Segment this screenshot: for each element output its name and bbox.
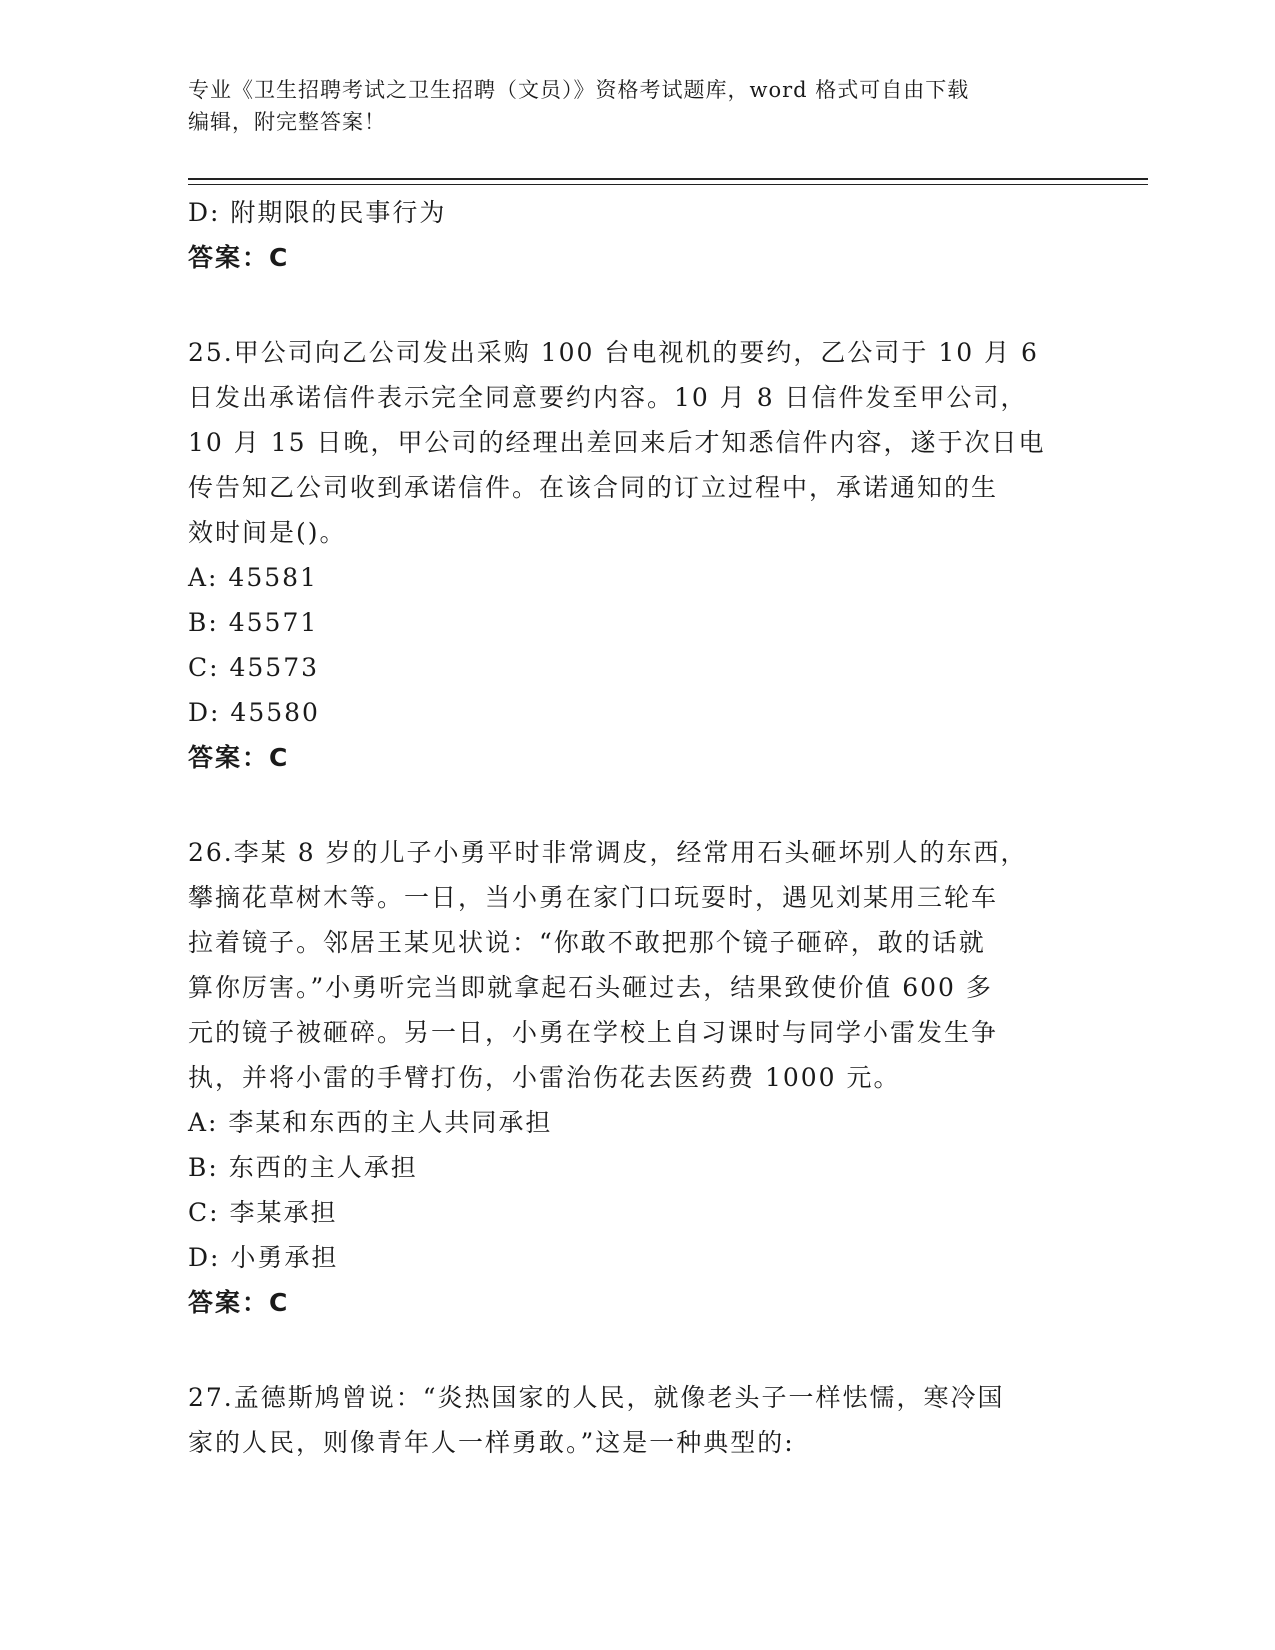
header-line-2: 编辑，附完整答案！	[188, 110, 386, 134]
question-25-option-d: D: 45580	[188, 698, 320, 727]
question-27-stem	[188, 1375, 1088, 1465]
stem-line: 元的镜子被砸碎。另一日，小勇在学校上自习课时与同学小雷发生争	[188, 1018, 999, 1047]
header-rule-thick	[188, 178, 1148, 180]
stem-line: 算你厉害。”小勇听完当即就拿起石头砸过去，结果致使价值 600 多	[188, 973, 993, 1002]
question-25-option-b: B: 45571	[188, 608, 319, 637]
question-26-option-b: B: 东西的主人承担	[188, 1153, 418, 1182]
stem-line: 日发出承诺信件表示完全同意要约内容。10 月 8 日信件发至甲公司，	[188, 383, 1028, 412]
spacer	[188, 1325, 1088, 1375]
question-26-stem	[188, 830, 1088, 1100]
header-line-1: 专业《卫生招聘考试之卫生招聘（文员）》资格考试题库，word 格式可自由下载	[188, 78, 970, 102]
stem-line: 效时间是()。	[188, 518, 347, 547]
question-26-option-c: C: 李某承担	[188, 1198, 338, 1227]
question-26-option-a: A: 李某和东西的主人共同承担	[188, 1108, 553, 1137]
question-25-option-a: A: 45581	[188, 563, 318, 592]
header-rule-thin	[188, 184, 1148, 185]
spacer	[188, 780, 1088, 830]
stem-line: 26.李某 8 岁的儿子小勇平时非常调皮，经常用石头砸坏别人的东西，	[188, 838, 1028, 867]
spacer	[188, 280, 1088, 330]
question-25-option-c: C: 45573	[188, 653, 320, 682]
stem-line: 攀摘花草树木等。一日，当小勇在家门口玩耍时，遇见刘某用三轮车	[188, 883, 999, 912]
stem-line: 执，并将小雷的手臂打伤，小雷治伤花去医药费 1000 元。	[188, 1063, 901, 1092]
stem-line: 传告知乙公司收到承诺信件。在该合同的订立过程中，承诺通知的生	[188, 473, 999, 502]
question-25-answer: 答案：C	[188, 743, 290, 772]
stem-line: 25.甲公司向乙公司发出采购 100 台电视机的要约，乙公司于 10 月 6	[188, 338, 1039, 367]
question-25-stem	[188, 330, 1088, 555]
stem-line: 家的人民，则像青年人一样勇敢。”这是一种典型的:	[188, 1428, 795, 1457]
prev-answer: 答案：C	[188, 243, 290, 272]
prev-option-d: D: 附期限的民事行为	[188, 198, 447, 227]
document-body	[188, 190, 1088, 1465]
stem-line: 27.孟德斯鸠曾说：“炎热国家的人民，就像老头子一样怯懦，寒冷国	[188, 1383, 1005, 1412]
document-header	[188, 74, 1088, 138]
stem-line: 10 月 15 日晚，甲公司的经理出差回来后才知悉信件内容，遂于次日电	[188, 428, 1046, 457]
question-26-option-d: D: 小勇承担	[188, 1243, 339, 1272]
question-26-answer: 答案：C	[188, 1288, 290, 1317]
stem-line: 拉着镜子。邻居王某见状说：“你敢不敢把那个镜子砸碎，敢的话就	[188, 928, 986, 957]
